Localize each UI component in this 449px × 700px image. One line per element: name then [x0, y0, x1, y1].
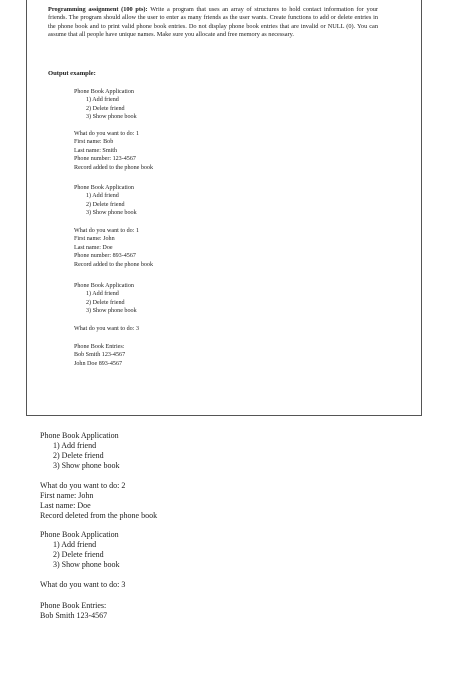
entry-row: Bob Smith 123-4567 — [40, 611, 108, 620]
menu-item-show: 3) Show phone book — [86, 210, 137, 217]
menu-item-add: 1) Add friend — [86, 291, 119, 298]
menu-title: Phone Book Application — [74, 283, 134, 289]
first-name-line: First name: Bob — [74, 139, 114, 146]
result-line: Record deleted from the phone book — [40, 511, 158, 520]
entries-header: Phone Book Entries: — [40, 601, 107, 610]
menu-title: Phone Book Application — [74, 89, 134, 95]
prompt-line: What do you want to do: 3 — [40, 580, 126, 589]
last-name-line: Last name: Smith — [74, 147, 117, 154]
last-name-line: Last name: Doe — [40, 501, 91, 510]
prompt-line: What do you want to do: 1 — [74, 131, 139, 137]
entries-block — [40, 601, 107, 621]
prompt-line: What do you want to do: 1 — [74, 228, 139, 234]
session-block — [74, 325, 139, 333]
session-block — [40, 481, 157, 521]
last-name-line: Last name: Doe — [74, 244, 113, 251]
menu-item-show: 3) Show phone book — [86, 114, 137, 121]
menu-item-add: 1) Add friend — [53, 540, 97, 549]
menu-block — [74, 184, 137, 218]
menu-block — [74, 282, 137, 316]
menu-block — [40, 431, 119, 471]
assignment-title: Programming assignment (100 pts): — [48, 6, 148, 13]
phone-line: Phone number: 123-4567 — [74, 156, 136, 163]
result-line: Record added to the phone book — [74, 261, 154, 268]
prompt-line: What do you want to do: 2 — [40, 481, 126, 490]
first-name-line: First name: John — [74, 236, 115, 243]
session-block — [74, 130, 153, 172]
menu-title: Phone Book Application — [40, 530, 119, 539]
menu-block — [40, 530, 119, 570]
entries-header: Phone Book Entries: — [74, 344, 125, 350]
menu-item-add: 1) Add friend — [53, 441, 97, 450]
session-block — [74, 227, 153, 269]
menu-item-add: 1) Add friend — [86, 193, 119, 200]
menu-item-delete: 2) Delete friend — [53, 451, 104, 460]
menu-item-show: 3) Show phone book — [53, 461, 120, 470]
menu-title: Phone Book Application — [40, 431, 119, 440]
phone-line: Phone number: 893-4567 — [74, 253, 136, 260]
assignment-body: Write a program that uses an array of structures to hold contact information for your friends. The program should allow the user to enter as many friends as the user wants. Create functions to add or delete entries in the phone book and to print valid phone book entries. Do not display phone book entries that are invalid or NULL (0). You can assume that all people have unique names. Make sure you allocate and free memory as necessary. — [48, 6, 378, 38]
first-name-line: First name: John — [40, 491, 94, 500]
menu-item-delete: 2) Delete friend — [86, 201, 125, 208]
entries-block — [74, 343, 125, 368]
menu-item-show: 3) Show phone book — [86, 308, 137, 315]
prompt-line: What do you want to do: 3 — [74, 326, 139, 332]
assignment-paragraph — [48, 6, 378, 39]
menu-block — [74, 88, 137, 122]
menu-title: Phone Book Application — [74, 185, 134, 191]
result-line: Record added to the phone book — [74, 164, 154, 171]
menu-item-delete: 2) Delete friend — [86, 105, 125, 112]
session-block — [40, 580, 125, 590]
menu-item-show: 3) Show phone book — [53, 560, 120, 569]
menu-item-add: 1) Add friend — [86, 97, 119, 104]
entry-row: John Doe 893-4567 — [74, 360, 123, 367]
menu-item-delete: 2) Delete friend — [86, 299, 125, 306]
menu-item-delete: 2) Delete friend — [53, 550, 104, 559]
output-example-heading: Output example: — [48, 70, 96, 77]
entry-row: Bob Smith 123-4567 — [74, 352, 126, 359]
